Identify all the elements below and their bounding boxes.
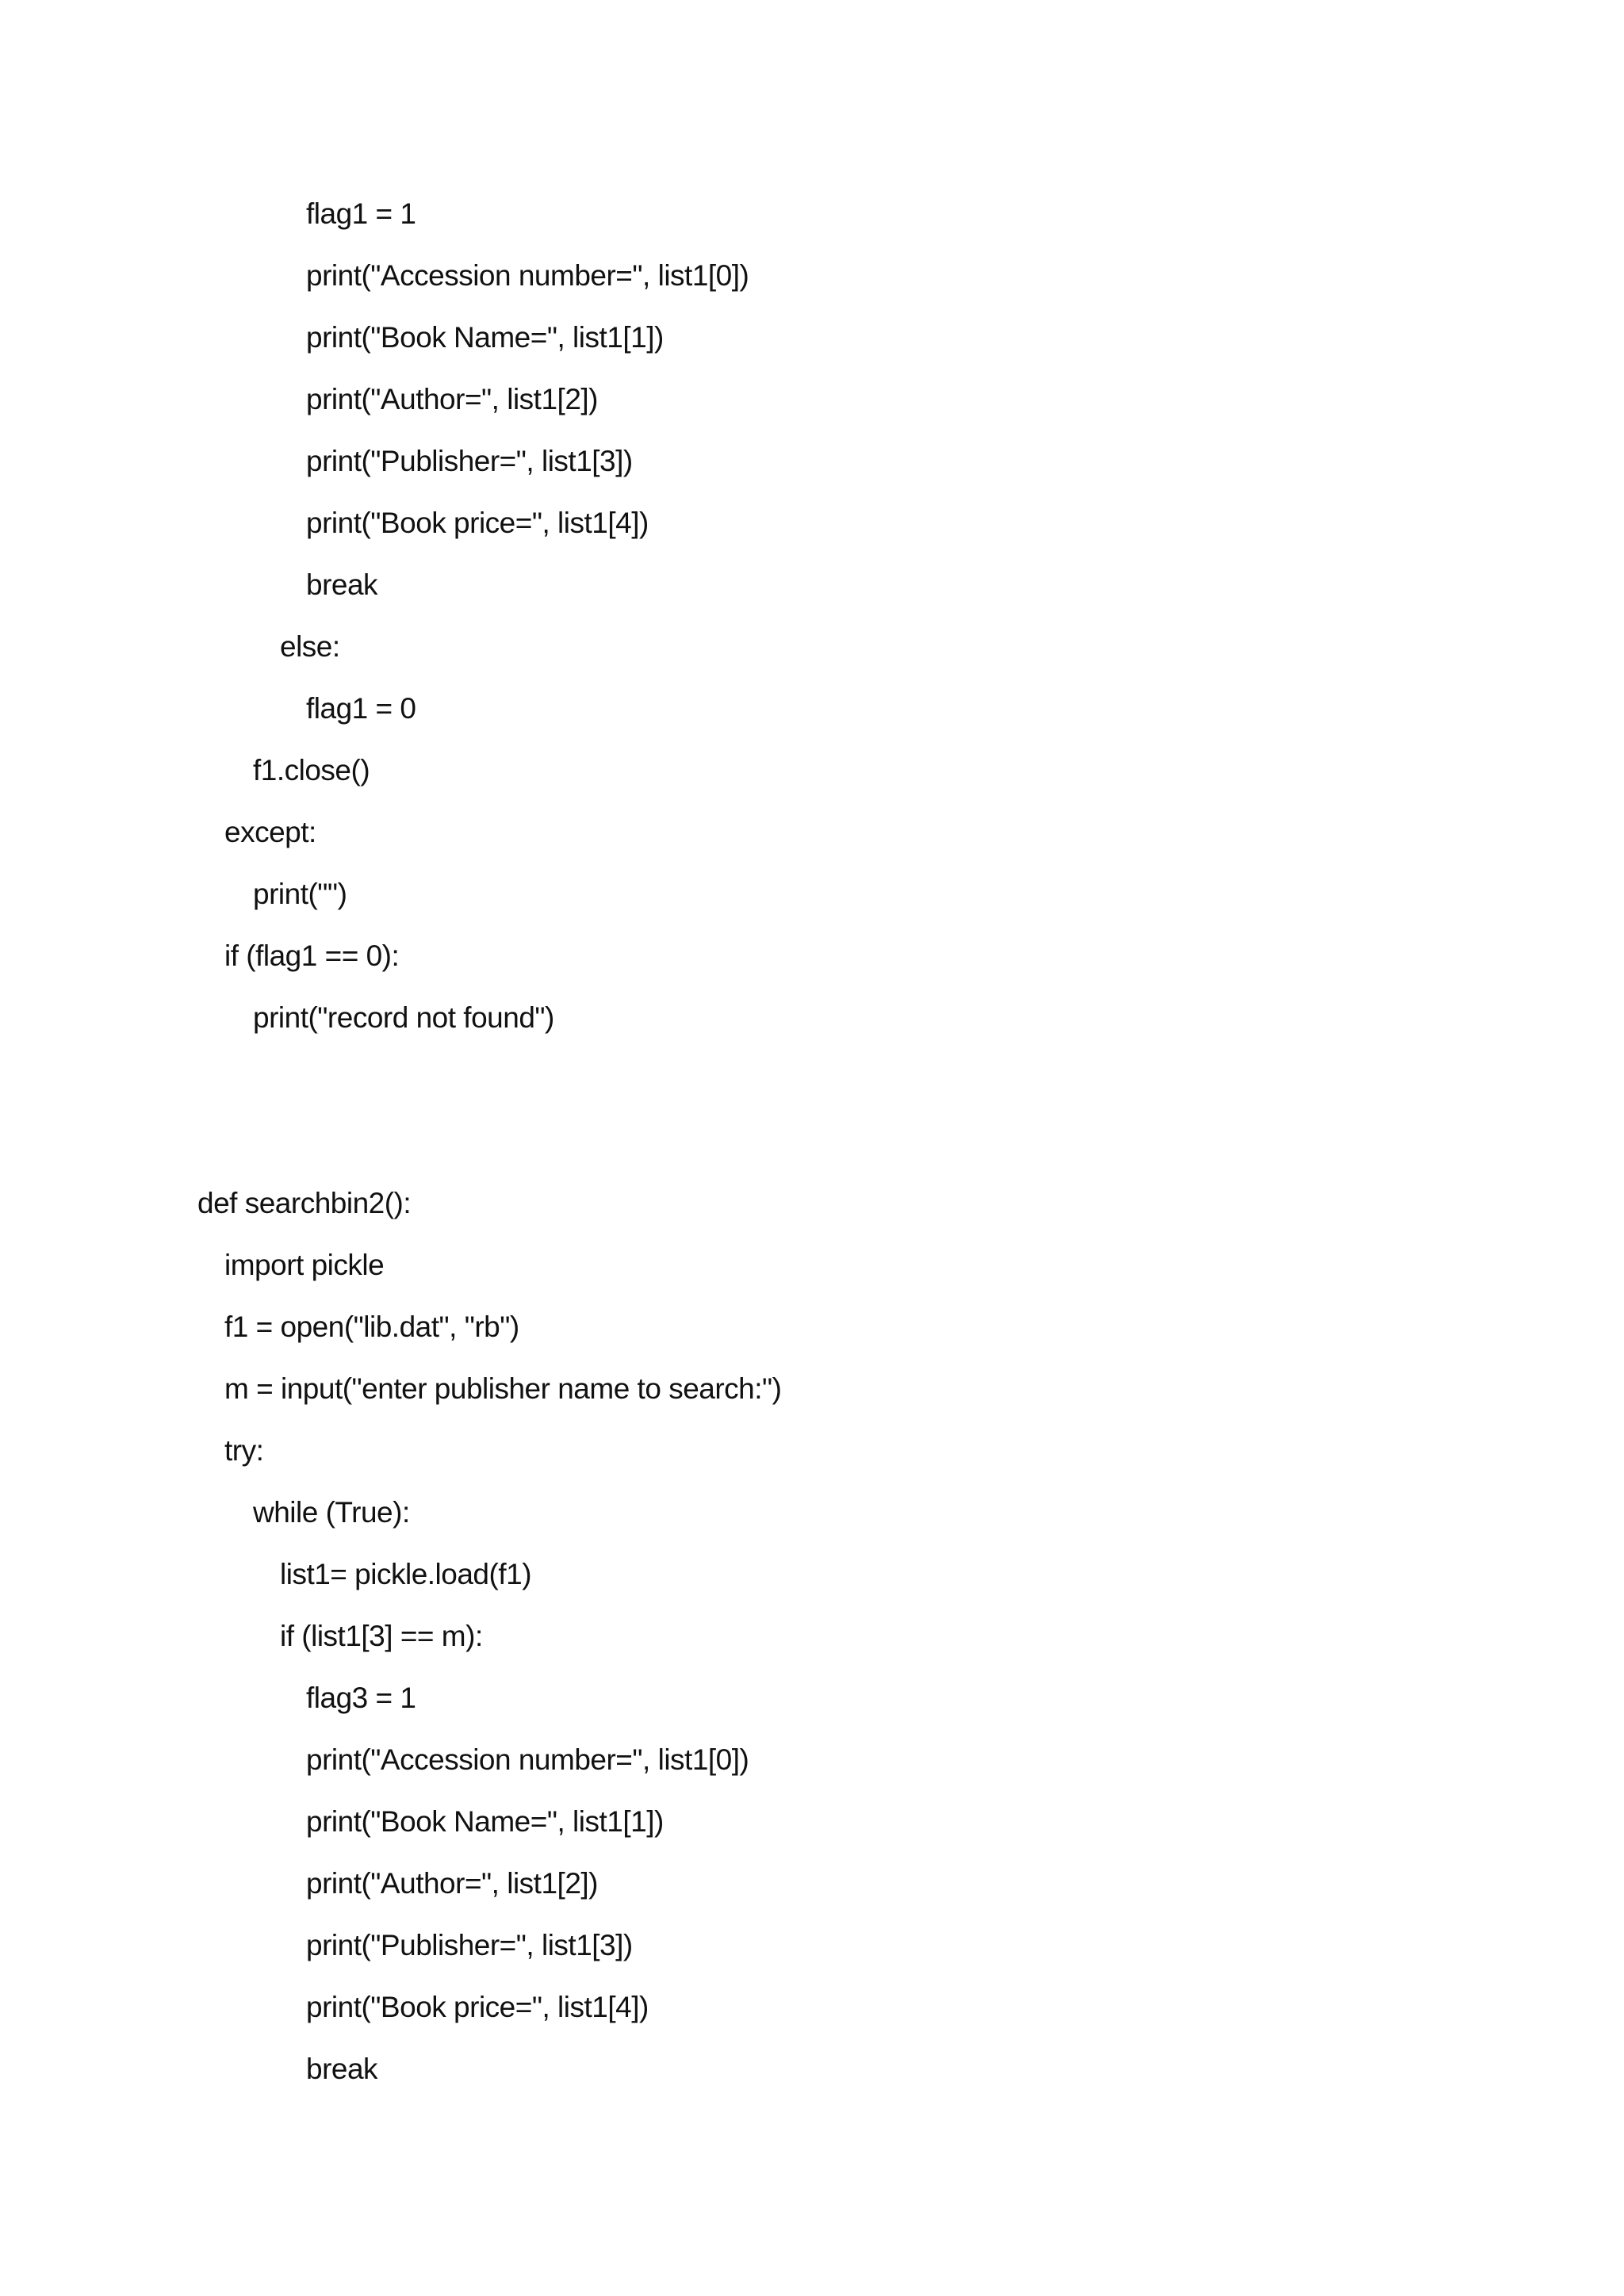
code-line: break [306, 2053, 378, 2085]
code-line: flag1 = 0 [306, 692, 416, 725]
code-line: print("Publisher=", list1[3]) [306, 445, 633, 477]
code-line: print("Author=", list1[2]) [306, 383, 599, 415]
code-line: print("Book price=", list1[4]) [306, 507, 649, 539]
code-line: f1 = open("lib.dat", "rb") [224, 1311, 519, 1343]
code-line: print("Book Name=", list1[1]) [306, 321, 664, 354]
code-line: def searchbin2(): [197, 1187, 412, 1219]
code-line: m = input("enter publisher name to search:") [224, 1372, 782, 1405]
code-line: print("Book Name=", list1[1]) [306, 1805, 664, 1838]
code-line: print("record not found") [253, 1001, 554, 1034]
code-line: flag1 = 1 [306, 197, 416, 230]
code-line: if (list1[3] == m): [280, 1620, 483, 1652]
code-line: while (True): [253, 1496, 410, 1529]
code-line: break [306, 568, 378, 601]
code-line: list1= pickle.load(f1) [280, 1558, 532, 1590]
code-line: print("Accession number=", list1[0]) [306, 259, 749, 292]
code-line: flag3 = 1 [306, 1682, 416, 1714]
code-line: else: [280, 630, 340, 663]
code-line: import pickle [224, 1249, 385, 1281]
code-line: print("Author=", list1[2]) [306, 1867, 599, 1900]
code-line: print("Publisher=", list1[3]) [306, 1929, 633, 1961]
code-line: print("") [253, 878, 347, 910]
code-line: f1.close() [253, 754, 370, 786]
code-line: except: [224, 816, 316, 848]
code-line: try: [224, 1434, 264, 1467]
code-line: print("Accession number=", list1[0]) [306, 1743, 749, 1776]
code-line: print("Book price=", list1[4]) [306, 1991, 649, 2023]
code-line: if (flag1 == 0): [224, 939, 400, 972]
